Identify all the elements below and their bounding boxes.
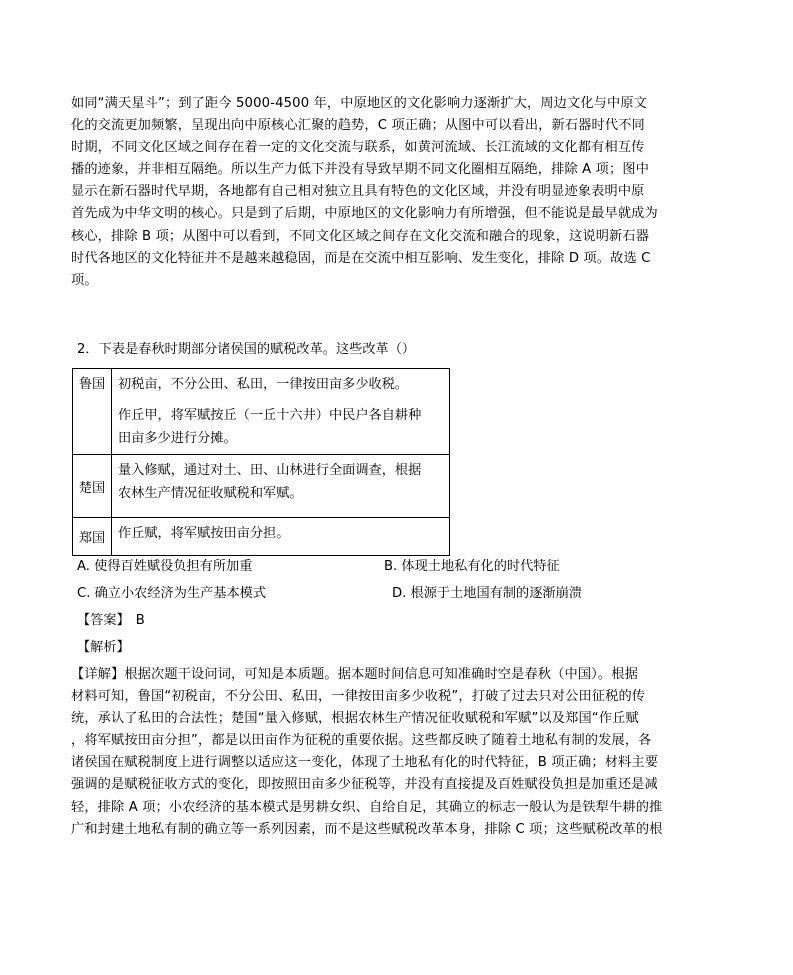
- text-line: 材料可知，鲁国“初税亩，不分公田、私田，一律按田亩多少收税”，打破了过去只对公田征税的传: [71, 689, 646, 705]
- option-b[interactable]: B. 体现土地私有化的时代特征: [384, 559, 560, 574]
- text-line: 【详解】根据次题干设问词，可知是本质题。据本题时间信息可知准确时空是春秋（中国）。根据: [71, 667, 638, 682]
- previous-explanation-paragraph: [71, 93, 683, 292]
- table-row: [73, 518, 450, 556]
- option-d[interactable]: D. 根源于土地国有制的逐渐崩溃: [392, 586, 582, 601]
- question-stem: 2．下表是春秋时期部分诸侯国的赋税改革。这些改革（）: [77, 342, 416, 357]
- cell-text: 作丘赋，将军赋按田亩分担。: [118, 526, 290, 541]
- text-line: 时代各地区的文化特征并不是越来越稳固，而是在交流中相互影响、发生变化，排除 D 项。故选 C: [71, 250, 651, 266]
- cell-text: 量入修赋，通过对土、田、山林进行全面调查，根据: [118, 463, 422, 478]
- reform-cell: [112, 518, 450, 556]
- state-cell: 鲁国: [73, 369, 112, 455]
- answer-tag: 【答案】: [77, 613, 130, 628]
- cell-text: 田亩多少进行分摊。: [118, 431, 237, 446]
- answer-value: B: [135, 613, 145, 628]
- analysis-paragraph: [71, 664, 683, 841]
- text-line: 播的迹象，并非相互隔绝。所以生产力低下并没有导致早期不同文化圈相互隔绝，排除 A 项；图中: [71, 162, 650, 178]
- text-line: 如同“满天星斗”；到了距今 5000-4500 年，中原地区的文化影响力逐渐扩大，周边文化与中原文: [71, 96, 648, 111]
- analysis-tag: 【解析】: [77, 640, 130, 655]
- text-line: 时期，不同文化区域之间存在着一定的文化交流与联系，如黄河流域、长江流域的文化都有相互传: [71, 140, 645, 156]
- state-cell: 楚国: [73, 455, 112, 518]
- text-line: 化的交流更加频繁，呈现出向中原核心汇聚的趋势，C 项正确；从图中可以看出，新石器时代不同: [71, 118, 645, 134]
- table-row: [73, 455, 450, 518]
- text-line: 核心，排除 B 项；从图中可以看到，不同文化区域之间存在文化交流和融合的现象，这说明新石器: [71, 228, 650, 244]
- reform-table: [72, 368, 450, 556]
- text-line: 广和封建土地私有制的确立等一系列因素，而不是这些赋税改革本身，排除 C 项；这些赋税改革的根: [71, 821, 663, 837]
- cell-spacer: [118, 396, 443, 404]
- state-cell: 郑国: [73, 518, 112, 556]
- option-a[interactable]: A. 使得百姓赋役负担有所加重: [77, 559, 253, 574]
- text-line: 首先成为中华文明的核心。只是到了后期，中原地区的文化影响力有所增强，但不能说是最早就成为: [71, 206, 658, 222]
- text-line: 诸侯国在赋税制度上进行调整以适应这一变化，体现了土地私有化的时代特征，B 项正确；材料主要: [71, 755, 659, 771]
- text-line: 强调的是赋税征收方式的变化，即按照田亩多少征税等，并没有直接提及百姓赋役负担是加重还是减: [71, 777, 658, 793]
- answer-line: [77, 611, 145, 631]
- cell-text: 农林生产情况征收赋税和军赋。: [118, 486, 303, 501]
- table-row: [73, 369, 450, 455]
- reform-cell: [112, 369, 450, 455]
- text-line: 项。: [71, 272, 98, 288]
- text-line: 轻，排除 A 项；小农经济的基本模式是男耕女织、自给自足，其确立的标志一般认为是铁犁牛耕的推: [71, 799, 663, 815]
- cell-text: 作丘甲，将军赋按丘（一丘十六井）中民户各自耕种: [118, 408, 422, 423]
- option-c[interactable]: C. 确立小农经济为生产基本模式: [77, 586, 267, 601]
- cell-text: 初税亩，不分公田、私田，一律按田亩多少收税。: [118, 377, 409, 392]
- text-line: ，将军赋按田亩分担”，都是以田亩作为征税的重要依据。这些都反映了随着土地私有制的发展，各: [71, 733, 652, 749]
- text-line: 统，承认了私田的合法性；楚国“量入修赋，根据农林生产情况征收赋税和军赋”以及郑国“作丘赋: [71, 711, 639, 727]
- text-line: 显示在新石器时代早期，各地都有自己相对独立且具有特色的文化区域，并没有明显迹象表明中原: [71, 184, 645, 200]
- reform-cell: [112, 455, 450, 518]
